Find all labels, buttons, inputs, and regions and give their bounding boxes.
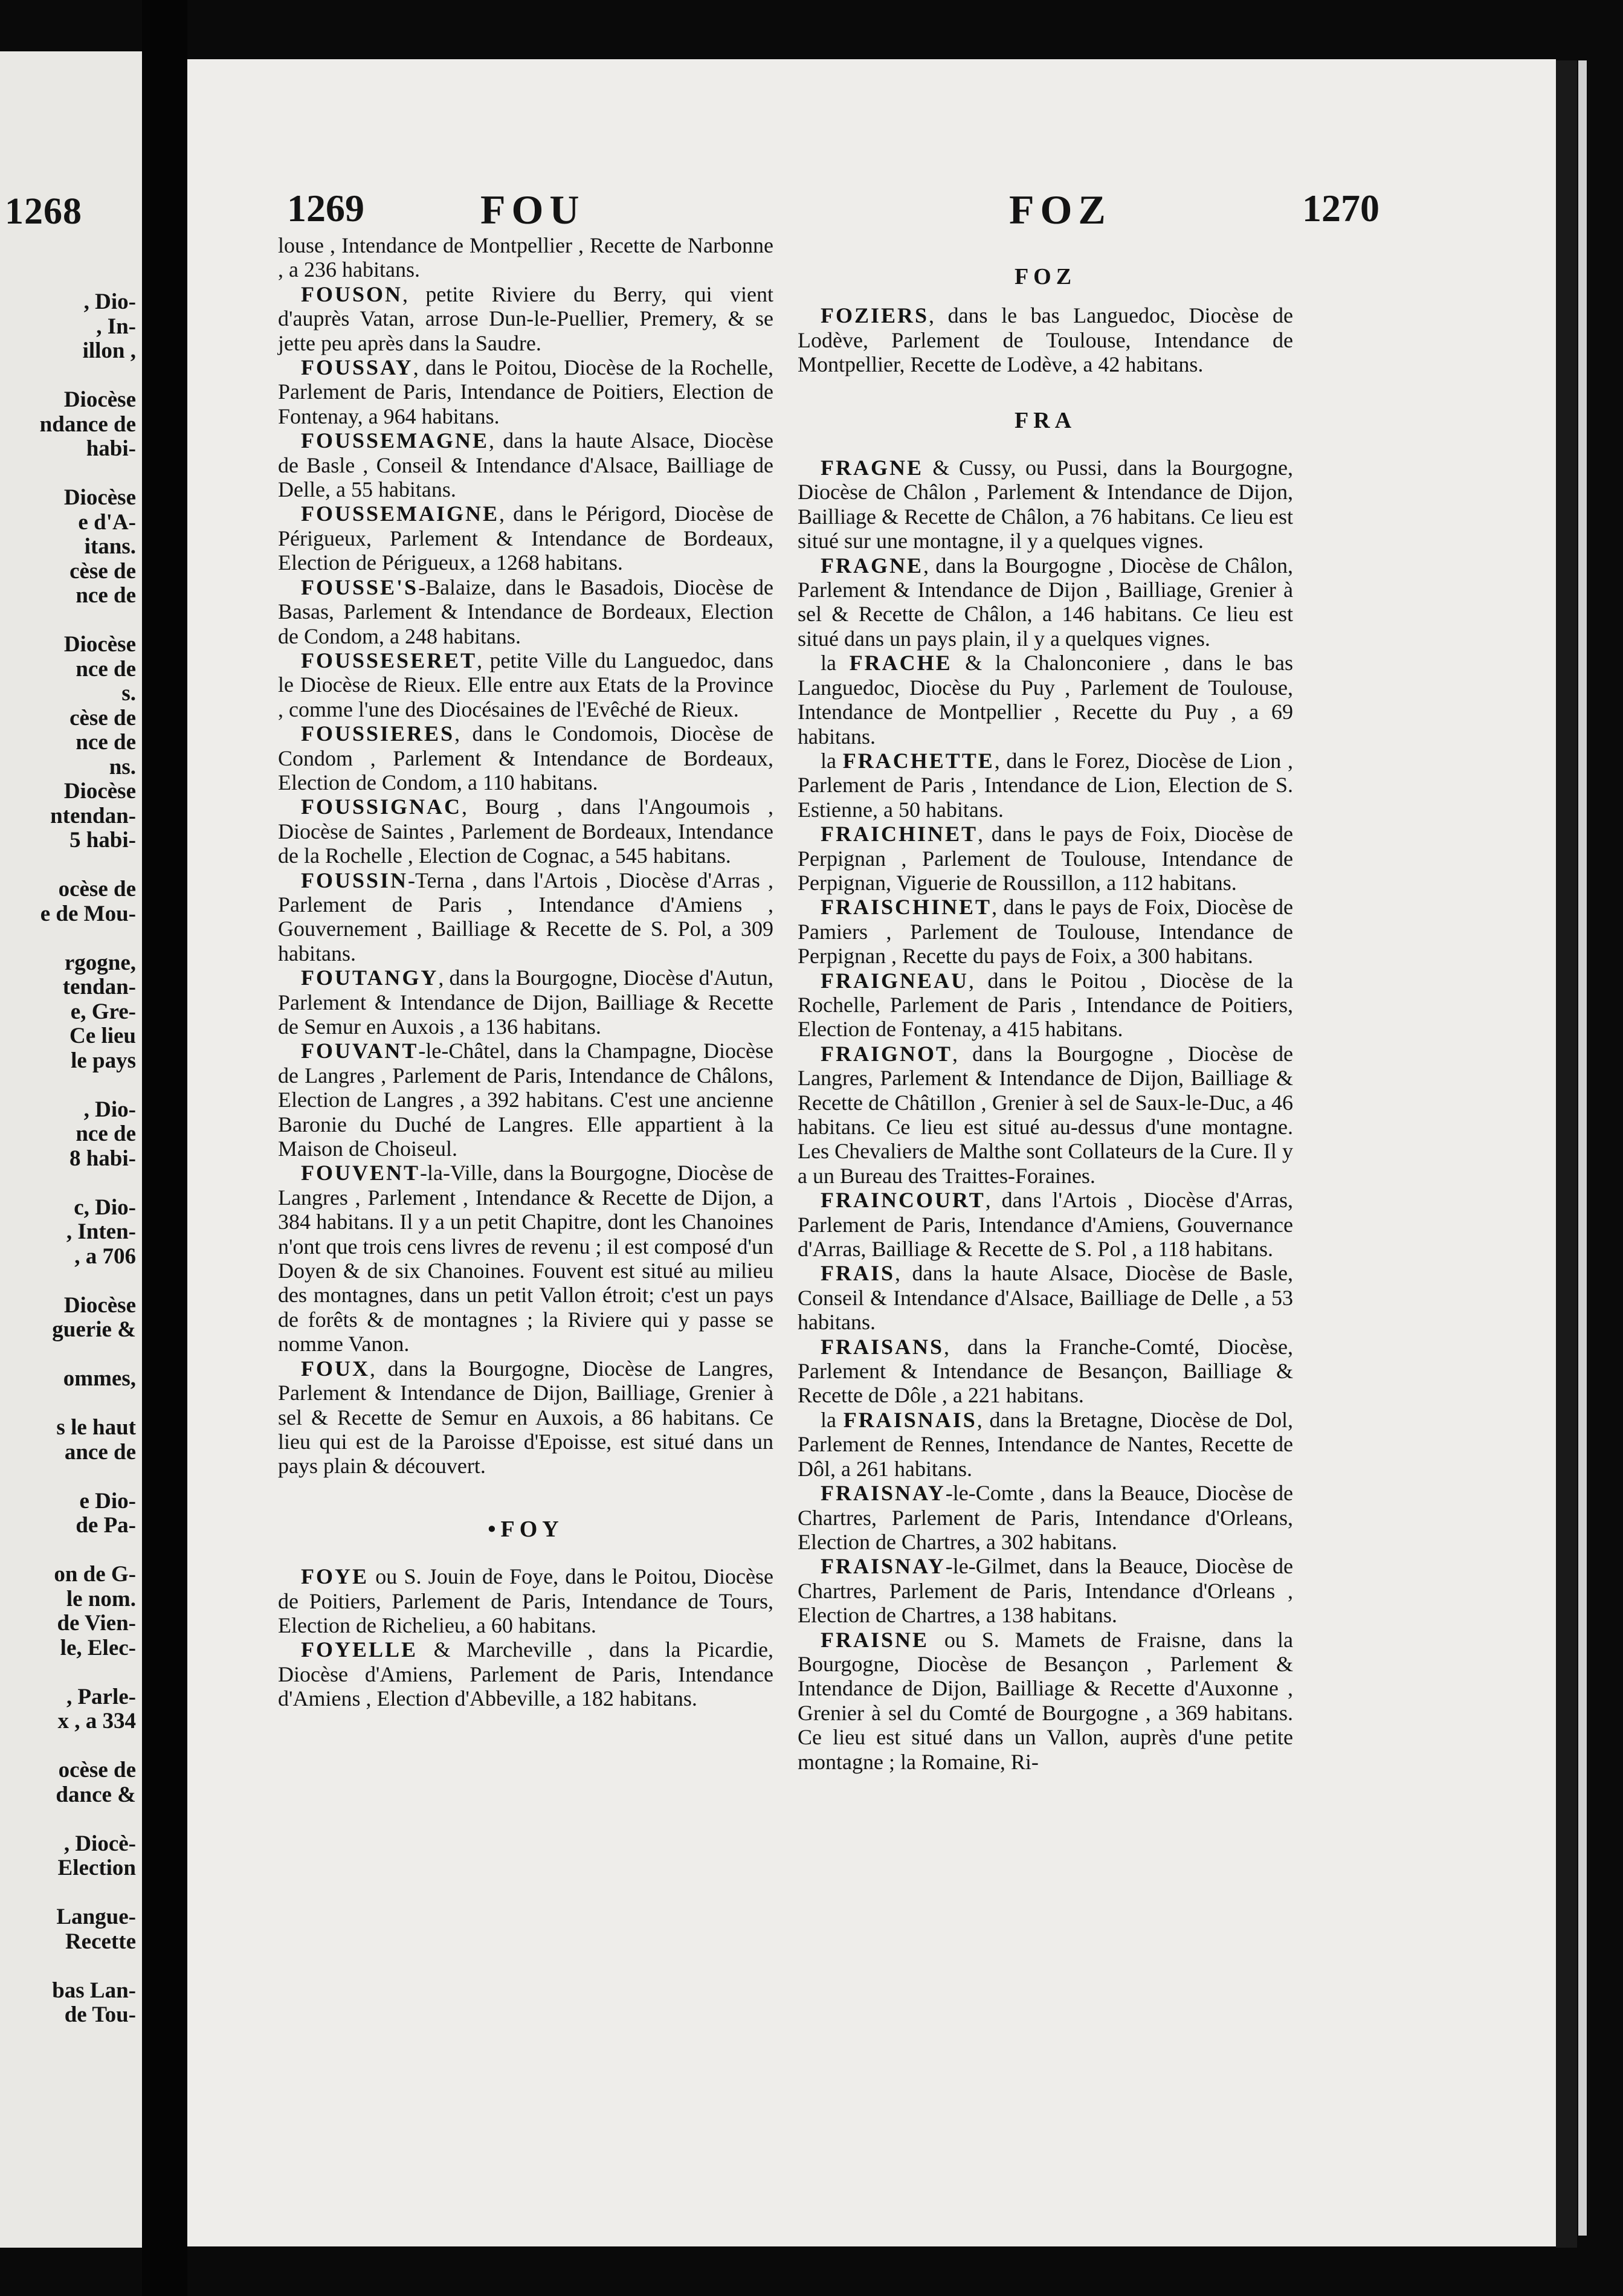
previous-page-line: ocèse de — [58, 1758, 136, 1782]
previous-page-line: e, Gre- — [70, 999, 136, 1024]
dictionary-entry — [278, 1039, 773, 1161]
dictionary-entry — [278, 1564, 773, 1637]
entry-text: -le-Gilmet, dans la Beauce, Diocèse de Chartres, Parlement de Paris, Intendance d'Orleans , Election de Chartres, a 138 habitans. — [798, 1554, 1293, 1628]
entry-text: , petite Ville du Languedoc, dans le Diocèse de Rieux. Elle entre aux Etats de la Province , comme l'une des Diocésaines de l'Evêché de Rieux. — [278, 648, 773, 721]
previous-page-line — [0, 1954, 136, 1979]
entry-headword: FRAISNE — [821, 1627, 929, 1652]
entry-text: , dans le Forez, Diocèse de Lion , Parlement de Paris , Intendance de Lion, Election de S. Estienne, a 50 habitans. — [798, 748, 1293, 822]
entry-text: , dans le Périgord, Diocèse de Périgueux, Parlement & Intendance de Bordeaux, Election de Périgueux, a 1268 habitans. — [278, 501, 773, 575]
previous-page-line: 8 habi- — [69, 1146, 136, 1171]
entry-headword: FRAIS — [821, 1261, 895, 1286]
entry-text: , dans la haute Alsace, Diocèse de Basle , Conseil & Intendance d'Alsace, Bailliage de Delle, a 55 habitans. — [278, 428, 773, 502]
left-page-number: 1269 — [287, 187, 364, 230]
dictionary-entry — [278, 1161, 773, 1356]
entry-text: & Marcheville , dans la Picardie, Diocèse d'Amiens, Parlement de Paris, Intendance d'Amiens , Election d'Abbeville, a 182 habitans. — [278, 1637, 773, 1711]
section-heading-foy: •FOY — [488, 1516, 564, 1542]
previous-page-line: itans. — [84, 534, 136, 559]
previous-page-line: Langue- — [56, 1904, 136, 1929]
previous-page-line: , Diocè- — [63, 1831, 136, 1856]
entry-headword: FRAISNAY — [821, 1554, 946, 1579]
entry-headword: FOUSSEMAGNE — [301, 428, 489, 453]
entry-headword: FOUSSE'S — [301, 575, 419, 599]
previous-page-line — [0, 853, 136, 878]
entry-headword: FOUVENT — [301, 1161, 421, 1185]
previous-page-line: Diocèse — [63, 387, 136, 412]
previous-page-line: , a 706 — [74, 1243, 136, 1269]
entry-headword: FOUVANT — [301, 1039, 419, 1063]
entry-headword: FRAIGNOT — [821, 1041, 953, 1066]
previous-page-line: le, Elec- — [60, 1635, 136, 1660]
entry-text: ou S. Jouin de Foye, dans le Poitou, Diocèse de Poitiers, Parlement de Paris, Intendance de Tours, Election de Richelieu, a 60 habitans. — [278, 1564, 773, 1637]
previous-page-line — [0, 608, 136, 633]
previous-page-line: le pays — [71, 1048, 136, 1073]
entry-text: , dans la haute Alsace, Diocèse de Basle, Conseil & Intendance d'Alsace, Bailliage de Delle , a 53 habitans. — [798, 1261, 1293, 1335]
previous-page-line: on de G- — [54, 1562, 136, 1587]
dictionary-entry — [798, 822, 1293, 895]
dictionary-entry — [798, 969, 1293, 1042]
previous-page-line: nce de — [76, 583, 136, 608]
dictionary-entry — [278, 795, 773, 868]
dictionary-entry — [278, 966, 773, 1039]
previous-page-line: le nom. — [66, 1586, 136, 1611]
dictionary-entry — [798, 1481, 1293, 1554]
previous-page-strip — [0, 51, 142, 2248]
entry-text: , dans le pays de Foix, Diocèse de Pamiers , Parlement de Toulouse, Intendance de Perpignan , Recette du pays de Foix, a 300 habitans. — [798, 895, 1293, 969]
left-column — [278, 233, 773, 1711]
previous-page-line: Diocèse — [63, 779, 136, 804]
previous-page-line: , Dio- — [83, 289, 136, 314]
previous-page-line — [0, 1881, 136, 1906]
previous-page-line: Diocèse — [63, 485, 136, 510]
previous-page-line: , In- — [96, 314, 136, 339]
entry-headword: FRACHE — [849, 651, 952, 676]
entry-headword: FOYELLE — [301, 1637, 418, 1662]
entry-text: , dans l'Artois , Diocèse d'Arras, Parlement de Paris, Intendance d'Amiens, Gouvernance d'Arras, Bailliage & Recette de S. Pol , a 118 habitans. — [798, 1188, 1293, 1262]
dictionary-entry — [278, 575, 773, 648]
previous-page-line: nce de — [76, 1121, 136, 1146]
section-heading-fra: FRA — [1014, 407, 1077, 433]
previous-page-line — [0, 1807, 136, 1832]
entry-text: , petite Riviere du Berry, qui vient d'auprès Vatan, arrose Dun-le-Puellier, Premery, & se jette peu après dans la Saudre. — [278, 282, 773, 355]
previous-page-line — [0, 1660, 136, 1685]
entry-text: -le-Châtel, dans la Champagne, Diocèse de Langres , Parlement de Paris, Intendance de Châlons, Election de Langres , a 392 habitans. C'est une ancienne Baronie du Duché de Langres. Elle appartient à la Maison de Choiseul. — [278, 1039, 773, 1161]
previous-page-line: de Pa- — [76, 1513, 136, 1538]
dictionary-entry — [798, 1261, 1293, 1334]
previous-page-line: ns. — [109, 754, 136, 779]
entry-headword: FRACHETTE — [842, 748, 995, 773]
continued-entry: louse , Intendance de Montpellier , Recette de Narbonne , a 236 habitans. — [278, 233, 773, 282]
previous-page-line: ance de — [64, 1439, 136, 1465]
entry-headword: FRAISNAY — [821, 1481, 946, 1506]
entry-text: , dans la Bretagne, Diocèse de Dol, Parlement de Rennes, Intendance de Nantes, Recette de Dôl, a 261 habitans. — [798, 1407, 1293, 1481]
entry-headword: FOUSSIN — [301, 868, 408, 892]
previous-page-line — [0, 1734, 136, 1759]
right-page-number: 1270 — [1302, 187, 1379, 230]
previous-page-line: , Dio- — [83, 1097, 136, 1122]
dictionary-entry — [278, 868, 773, 966]
dictionary-page — [187, 59, 1556, 2246]
previous-page-line — [0, 926, 136, 951]
previous-page-line: s le haut — [56, 1415, 136, 1440]
previous-page-line: s. — [121, 681, 136, 706]
entry-text: , dans le bas Languedoc, Diocèse de Lodève, Parlement de Toulouse, Intendance de Montpellier, Recette de Lodève, a 42 habitans. — [798, 303, 1293, 377]
previous-page-line: e de Mou- — [40, 901, 136, 926]
dictionary-entry — [278, 501, 773, 575]
previous-page-line — [0, 1073, 136, 1098]
entry-text: -Terna , dans l'Artois , Diocèse d'Arras , Parlement de Paris , Intendance d'Amiens , Gouvernement , Bailliage & Recette de S. Pol, a 309 habitans. — [278, 868, 773, 966]
previous-page-line — [0, 462, 136, 486]
entry-text: , dans le pays de Foix, Diocèse de Perpignan , Parlement de Toulouse, Intendance de Perpignan, Viguerie de Roussillon, a 112 habitans. — [798, 822, 1293, 895]
previous-page-line: ntendan- — [50, 803, 136, 828]
dictionary-entry — [798, 553, 1293, 651]
previous-page-line: de Tou- — [64, 2002, 136, 2027]
section-heading-foz: FOZ — [1014, 264, 1077, 289]
dictionary-entry — [278, 282, 773, 355]
entry-text: , dans la Bourgogne , Diocèse de Langres, Parlement & Intendance de Dijon, Bailliage & Recette de Châtillon , Grenier à sel de Saux-le-Duc, a 46 habitans. Ce lieu est situé au-dessus d'une montagne. Les Chevaliers de Malthe sont Collateurs de la Cure. Il y a un Bureau des Traittes-Foraines. — [798, 1041, 1293, 1188]
previous-page-line: dance & — [56, 1782, 136, 1807]
previous-page-line: Recette — [65, 1929, 136, 1954]
previous-page-line: bas Lan- — [52, 1978, 136, 2003]
entry-article: la — [821, 748, 843, 773]
dictionary-entry — [278, 355, 773, 428]
dictionary-entry — [798, 651, 1293, 749]
entry-headword: FRAINCOURT — [821, 1188, 986, 1213]
right-column — [798, 265, 1293, 1774]
entry-text: , dans la Bourgogne , Diocèse de Châlon, Parlement & Intendance de Dijon , Bailliage, Grenier à sel & Recette de Châlon, a 146 habitans. Ce lieu est situé dans un pays plain, il y a quelques vignes. — [798, 553, 1293, 651]
dictionary-entry — [278, 648, 773, 721]
entry-text: & Cussy, ou Pussi, dans la Bourgogne, Diocèse de Châlon , Parlement & Intendance de Dijon, Bailliage & Recette de Châlon, a 76 habitans. Ce lieu est situé sur une montagne, il y a quelques vignes. — [798, 456, 1293, 553]
entry-text: , dans le Poitou, Diocèse de la Rochelle, Parlement de Paris, Intendance de Poitiers, Election de Fontenay, a 964 habitans. — [278, 355, 773, 428]
entry-headword: FRAGNE — [821, 456, 923, 480]
previous-page-line — [0, 1391, 136, 1416]
foz-entries — [798, 303, 1293, 376]
entry-headword: FRAISNAIS — [843, 1407, 977, 1432]
entry-headword: FOZIERS — [821, 303, 929, 328]
entry-headword: FRAISANS — [821, 1334, 944, 1359]
previous-page-line: nce de — [76, 730, 136, 755]
entry-article: la — [821, 651, 850, 676]
fra-entries — [798, 456, 1293, 1774]
entry-headword: FOUSSEMAIGNE — [301, 501, 500, 526]
previous-page-text — [0, 290, 136, 2028]
entry-headword: FOUSSESERET — [301, 648, 477, 672]
previous-page-line: habi- — [86, 436, 136, 461]
binding-edge — [1556, 60, 1577, 2248]
previous-page-line: cèse de — [69, 558, 136, 584]
previous-page-line: e d'A- — [78, 509, 136, 535]
dictionary-entry — [278, 428, 773, 501]
previous-page-line: rgogne, — [64, 950, 136, 975]
dictionary-entry — [798, 456, 1293, 553]
previous-page-line: c, Dio- — [74, 1195, 136, 1220]
dictionary-entry — [278, 1637, 773, 1711]
previous-page-line — [0, 1538, 136, 1563]
previous-page-line — [0, 1465, 136, 1489]
dictionary-entry — [798, 1188, 1293, 1261]
previous-page-line: nce de — [76, 656, 136, 682]
entry-text: & la Chalonconiere , dans le bas Languedoc, Diocèse du Puy , Parlement de Toulouse, Intendance de Montpellier , Recette du Puy , a 69 habitans. — [798, 651, 1293, 749]
entry-article: la — [821, 1407, 844, 1432]
dictionary-entry — [798, 749, 1293, 822]
dictionary-entry — [798, 1335, 1293, 1408]
previous-page-line: e Dio- — [79, 1488, 136, 1514]
dictionary-entry — [798, 1628, 1293, 1774]
dictionary-entry — [278, 721, 773, 795]
entry-text: , dans la Franche-Comté, Diocèse, Parlement & Intendance de Besançon, Bailliage & Recette de Dôle , a 221 habitans. — [798, 1334, 1293, 1408]
previous-page-line: de Vien- — [57, 1611, 136, 1636]
dictionary-entry — [798, 1554, 1293, 1627]
dictionary-entry — [798, 895, 1293, 968]
previous-page-line: Election — [57, 1856, 136, 1880]
entry-text: -Balaize, dans le Basadois, Diocèse de Basas, Parlement & Intendance de Bordeaux, Election de Condom, a 248 habitans. — [278, 575, 773, 648]
entry-text: , dans la Bourgogne, Diocèse d'Autun, Parlement & Intendance de Dijon, Bailliage & Recette de Semur en Auxois , a 136 habitans. — [278, 966, 773, 1039]
previous-page-line — [0, 364, 136, 389]
entry-headword: FOUX — [301, 1356, 370, 1381]
previous-page-line: ommes, — [63, 1366, 136, 1391]
previous-page-line: x , a 334 — [57, 1709, 136, 1733]
entry-text: , Bourg , dans l'Angoumois , Diocèse de Saintes , Parlement de Bordeaux, Intendance de la Rochelle , Election de Cognac, a 545 habitans. — [278, 795, 773, 868]
previous-page-line: Diocèse — [63, 632, 136, 657]
entry-headword: FOYE — [301, 1564, 369, 1589]
previous-page-line: ndance de — [39, 411, 136, 437]
entry-headword: FRAIGNEAU — [821, 968, 969, 993]
page-edge — [1578, 60, 1587, 2236]
entry-text: , dans le Condomois, Diocèse de Condom , Parlement & Intendance de Bordeaux, Election de Condom, a 110 habitans. — [278, 721, 773, 795]
entry-headword: FOUSSIERES — [301, 721, 455, 746]
previous-page-line: , Inten- — [66, 1219, 136, 1244]
dictionary-entry — [798, 1042, 1293, 1188]
previous-page-number: 1268 — [5, 191, 82, 232]
previous-page-line: Ce lieu — [69, 1024, 136, 1048]
entry-headword: FRAISCHINET — [821, 895, 992, 920]
book-gutter — [142, 0, 187, 2296]
entry-text: -la-Ville, dans la Bourgogne, Diocèse de Langres , Parlement , Intendance & Recette de Dijon, a 384 habitans. Il y a un petit Chapitre, dont les Chanoines n'ont que trois cens livres de revenu ; il est composé d'un Doyen & de six Chanoines. Fouvent est situé au milieu des montagnes, dans un petit Vallon étroit; c'est un pays de forêts & de montagnes ; la Riviere qui y passe se nomme Vanon. — [278, 1161, 773, 1356]
dictionary-entry — [278, 1356, 773, 1479]
previous-page-line — [0, 1171, 136, 1196]
entry-headword: FRAGNE — [821, 553, 923, 578]
entry-text: , dans le Poitou , Diocèse de la Rochelle, Parlement de Paris , Intendance de Poitiers, Election de Fontenay, a 415 habitans. — [798, 968, 1293, 1042]
entry-headword: FOUTANGY — [301, 966, 439, 990]
previous-page-line — [0, 1343, 136, 1367]
previous-page-line: illon , — [82, 338, 136, 363]
previous-page-line: Diocèse — [63, 1292, 136, 1318]
entry-headword: FRAICHINET — [821, 822, 978, 846]
previous-page-line: tendan- — [62, 975, 136, 999]
entry-text: , dans la Bourgogne, Diocèse de Langres, Parlement & Intendance de Dijon, Bailliage, Grenier à sel & Recette de Semur en Auxois, a 86 habitans. Ce lieu qui est de la Paroisse d'Epoisse, est situé dans un pays plain & découvert. — [278, 1356, 773, 1479]
left-entries — [278, 282, 773, 1479]
entry-headword: FOUSON — [301, 282, 403, 306]
dictionary-entry — [798, 1408, 1293, 1481]
previous-page-line: guerie & — [52, 1317, 136, 1342]
right-running-head: FOZ — [1009, 187, 1112, 233]
dictionary-entry — [798, 303, 1293, 376]
previous-page-line: , Parle- — [66, 1684, 136, 1709]
entry-text: -le-Comte , dans la Beauce, Diocèse de Chartres, Parlement de Paris, Intendance d'Orleans, Election de Chartres, a 302 habitans. — [798, 1481, 1293, 1554]
foy-entries — [278, 1564, 773, 1711]
entry-headword: FOUSSAY — [301, 355, 413, 380]
previous-page-line: 5 habi- — [69, 828, 136, 853]
entry-headword: FOUSSIGNAC — [301, 795, 462, 819]
left-running-head: FOU — [480, 187, 586, 233]
entry-text: ou S. Mamets de Fraisne, dans la Bourgogne, Diocèse de Besançon , Parlement & Intendance de Dijon, Bailliage & Recette d'Auxonne , Grenier à sel du Comté de Bourgogne , a 369 habitans. Ce lieu est situé dans un Vallon, auprès d'une petite montagne ; la Romaine, Ri- — [798, 1627, 1293, 1774]
previous-page-line: cèse de — [69, 705, 136, 730]
previous-page-line: ocèse de — [58, 877, 136, 901]
previous-page-line — [0, 1269, 136, 1294]
